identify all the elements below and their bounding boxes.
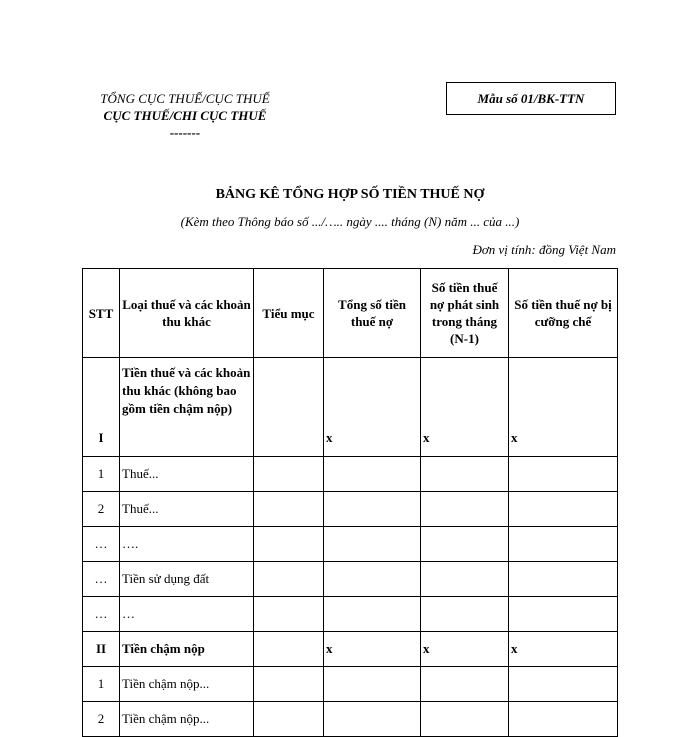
cell-name: Tiền chậm nộp... xyxy=(120,667,254,702)
cell-total-debt xyxy=(324,457,421,492)
cell-debt-in-month xyxy=(421,597,509,632)
agency-line-1: TỔNG CỤC THUẾ/CỤC THUẾ xyxy=(100,91,270,106)
cell-debt-in-month xyxy=(421,457,509,492)
col-header-enforced-debt: Số tiền thuế nợ bị cưỡng chế xyxy=(509,269,618,358)
cell-stt: … xyxy=(83,597,120,632)
cell-debt-in-month xyxy=(421,562,509,597)
cell-stt: … xyxy=(83,527,120,562)
table-row xyxy=(83,562,618,597)
table-row xyxy=(83,457,618,492)
table-header-row xyxy=(83,269,618,358)
cell-total-debt xyxy=(324,527,421,562)
cell-name: Tiền chậm nộp... xyxy=(120,702,254,737)
table-row xyxy=(83,597,618,632)
cell-name: …. xyxy=(120,527,254,562)
cell-name: Thuế... xyxy=(120,492,254,527)
cell-enforced-debt xyxy=(509,667,618,702)
cell-total-debt xyxy=(324,492,421,527)
cell-debt-in-month xyxy=(421,492,509,527)
cell-sub-item xyxy=(254,562,324,597)
cell-debt-in-month xyxy=(421,667,509,702)
cell-enforced-debt: x xyxy=(509,632,618,667)
cell-sub-item xyxy=(254,632,324,667)
cell-sub-item xyxy=(254,457,324,492)
cell-enforced-debt xyxy=(509,597,618,632)
cell-stt: II xyxy=(83,632,120,667)
cell-sub-item xyxy=(254,492,324,527)
cell-enforced-debt xyxy=(509,457,618,492)
cell-debt-in-month xyxy=(421,527,509,562)
currency-unit: Đơn vị tính: đồng Việt Nam xyxy=(472,242,616,257)
cell-total-debt xyxy=(324,667,421,702)
cell-debt-in-month: x xyxy=(421,358,509,457)
document-subtitle: (Kèm theo Thông báo số .../….. ngày .... tháng (N) năm ... của ...) xyxy=(180,214,520,229)
cell-name: Tiền sử dụng đất xyxy=(120,562,254,597)
table-row xyxy=(83,527,618,562)
table-row xyxy=(83,667,618,702)
col-header-total-debt: Tổng số tiền thuế nợ xyxy=(324,269,421,358)
cell-total-debt xyxy=(324,562,421,597)
cell-name: Tiền thuế và các khoản thu khác (không bao gồm tiền chậm nộp) xyxy=(120,358,254,457)
agency-line-2: CỤC THUẾ/CHI CỤC THUẾ xyxy=(103,108,267,123)
table-row xyxy=(83,702,618,737)
cell-enforced-debt xyxy=(509,492,618,527)
col-header-sub-item: Tiểu mục xyxy=(254,269,324,358)
cell-sub-item xyxy=(254,597,324,632)
cell-debt-in-month xyxy=(421,702,509,737)
cell-sub-item xyxy=(254,358,324,457)
cell-stt: 2 xyxy=(83,702,120,737)
cell-total-debt: x xyxy=(324,358,421,457)
cell-sub-item xyxy=(254,667,324,702)
document-title: BẢNG KÊ TỔNG HỢP SỐ TIỀN THUẾ NỢ xyxy=(215,187,485,202)
cell-stt: 1 xyxy=(83,667,120,702)
cell-name: Tiền chậm nộp xyxy=(120,632,254,667)
tax-debt-table xyxy=(82,268,618,737)
cell-enforced-debt xyxy=(509,562,618,597)
issuing-agency xyxy=(60,90,310,141)
form-number-box: Mẫu số 01/BK-TTN xyxy=(446,82,616,115)
cell-name: Thuế... xyxy=(120,457,254,492)
cell-name: … xyxy=(120,597,254,632)
cell-sub-item xyxy=(254,702,324,737)
table-row xyxy=(83,632,618,667)
table-row xyxy=(83,358,618,457)
table-row xyxy=(83,492,618,527)
cell-total-debt xyxy=(324,597,421,632)
cell-enforced-debt xyxy=(509,527,618,562)
cell-total-debt xyxy=(324,702,421,737)
col-header-debt-in-month: Số tiền thuế nợ phát sinh trong tháng (N-1) xyxy=(421,269,509,358)
cell-stt: 2 xyxy=(83,492,120,527)
cell-enforced-debt: x xyxy=(509,358,618,457)
cell-sub-item xyxy=(254,527,324,562)
cell-stt: … xyxy=(83,562,120,597)
cell-stt: I xyxy=(83,358,120,457)
cell-stt: 1 xyxy=(83,457,120,492)
cell-total-debt: x xyxy=(324,632,421,667)
cell-debt-in-month: x xyxy=(421,632,509,667)
col-header-tax-type: Loại thuế và các khoản thu khác xyxy=(120,269,254,358)
cell-enforced-debt xyxy=(509,702,618,737)
agency-rule: ------- xyxy=(169,125,201,140)
col-header-stt: STT xyxy=(83,269,120,358)
